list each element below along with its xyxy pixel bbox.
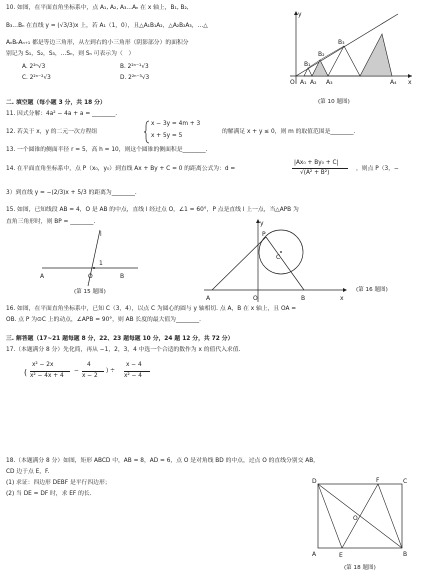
q18-text-a: 18.（本题满分 8 分）如图，矩形 ABCD 中，AB = 8，AD = 6，点 O 是对角线 BD 的中点，过点 O 的直线分别交 AB， — [6, 458, 319, 464]
svg-text:A₂: A₂ — [310, 79, 317, 86]
fig15-caption: (第 15 题图) — [74, 289, 106, 295]
fig15-label-o: O — [88, 273, 93, 280]
fig16-label-b: B — [301, 295, 306, 302]
q17-divide: ) ÷ — [106, 368, 115, 374]
q16-text-a: 16. 如图，在平面直角坐标系中，已知 C（3，4），以点 C 为圆心的圆与 y 轴相切. 点 A，B 在 x 轴上，且 OA = — [6, 306, 297, 312]
q17-minus: − — [74, 368, 79, 374]
fig16-label-a: A — [206, 295, 211, 302]
q10-option-c: C. 2²ⁿ⁻²√3 — [22, 75, 51, 81]
fig16-label-x: x — [340, 295, 344, 302]
q12-brace — [144, 120, 150, 144]
q14-text-a: 14. 在平面直角坐标系中，点 P（x₀，y₀）到直线 Ax + By + C = 0 的距离公式为：d = — [6, 166, 236, 172]
q12-eq2: x + 5y = 5 — [151, 133, 183, 139]
q17-f2-num: 4 — [87, 362, 91, 368]
q17-f3-num: x − 4 — [126, 362, 142, 368]
q17-f2-den: x − 2 — [82, 373, 98, 379]
q17-f1-den: x² − 4x + 4 — [30, 373, 64, 379]
fig10-caption: (第 10 题图) — [318, 99, 350, 105]
fig16-caption: (第 16 题图) — [356, 287, 388, 293]
q17-f3-bar — [124, 371, 150, 372]
q10-line3: AₙBₙAₙ₊₁ 都是等边三角形，从左到右的小三角形（阴影部分）的面积分 — [6, 40, 189, 46]
fig16-diagram — [200, 218, 352, 306]
fig18-label-d: D — [312, 478, 317, 485]
fig15-diagram — [36, 226, 146, 288]
svg-text:B₃: B₃ — [338, 39, 345, 46]
fig18-label-a: A — [312, 551, 317, 558]
fig18-label-c: C — [403, 478, 408, 485]
q17-f3-den: x² − 4 — [124, 373, 142, 379]
q18-text-b: CD 边于点 E，F. — [6, 469, 50, 475]
q18-part1: (1) 求证：四边形 DEBF 是平行四边形； — [6, 480, 111, 486]
fig16-label-c: C — [276, 254, 281, 261]
q10-line1: 10. 如图，在平面直角坐标系中，点 A₁, A₂, A₃…Aₙ 在 x 轴上，B₁, B₂, — [6, 5, 189, 11]
q14-denominator: √(A² + B²) — [300, 170, 330, 176]
fig18-label-e: E — [339, 552, 343, 559]
q17-text: 17.（本题满分 8 分）先化简，再从 −1，2，3，4 中选一个合适的数作为 x 的值代入求值. — [6, 347, 241, 353]
q10-option-b: B. 2²ⁿ⁻¹√3 — [120, 64, 149, 70]
svg-text:x: x — [408, 79, 412, 86]
fig18-label-b: B — [403, 551, 408, 558]
section2-heading: 二. 填空题（每小题 3 分，共 18 分） — [6, 100, 106, 106]
q15-text-b: 直角三角形时，则 BP = ________. — [6, 219, 96, 225]
q17-f1-num: x² − 2x — [32, 362, 54, 368]
q17-f2-bar — [82, 371, 104, 372]
svg-text:O: O — [290, 79, 295, 86]
svg-text:B₁: B₁ — [304, 61, 311, 68]
svg-text:A₄: A₄ — [390, 79, 397, 86]
q12-text-b: 的解满足 x + y ≤ 0，则 m 的取值范围是________. — [222, 129, 356, 135]
fig18-caption: (第 18 题图) — [344, 565, 376, 571]
fig10-diagram — [282, 8, 416, 88]
q12-eq1: x − 3y = 4m + 3 — [151, 121, 201, 127]
svg-text:B₂: B₂ — [318, 51, 325, 58]
q10-line4: 别记为 S₁，S₂，S₃，…Sₙ，则 Sₙ 可表示为（ ） — [6, 51, 135, 57]
q17-f1-bar — [30, 371, 70, 372]
fig15-label-b: B — [120, 273, 125, 280]
fig16-label-p: P — [262, 231, 266, 238]
fig16-label-y: y — [260, 220, 264, 227]
svg-text:y: y — [298, 11, 302, 18]
fig15-label-angle: 1 — [99, 260, 103, 267]
q14-fraction-bar — [292, 168, 348, 169]
q10-option-d: D. 2²ⁿ⁻³√3 — [120, 75, 150, 81]
q10-line2: B₃…Bₙ 在直线 y = (√3/3)x 上，若 A₁（1，0），且△A₁B₁A₂，△A₂B₂A₃，…△ — [6, 23, 208, 29]
q14-text-c: 3）到直线 y = −(2/3)x + 5/3 的距离为________. — [6, 190, 137, 196]
fig16-label-o: O — [253, 295, 258, 302]
q11-text: 11. 因式分解：4a² − 4a + a = ________. — [6, 111, 118, 117]
q14-text-b: ，则点 P（3，− — [356, 166, 399, 172]
section3-heading: 三. 解答题（17~21 题每题 8 分，22、23 题每题 10 分，24 题 12 分，共 72 分） — [6, 336, 234, 342]
q14-numerator: |Ax₀ + By₀ + C| — [294, 160, 339, 166]
fig15-label-a: A — [40, 273, 45, 280]
q15-text-a: 15. 如图，已知线段 AB = 4，O 是 AB 的中点，直线 l 经过点 O，∠1 = 60°，P 点是直线 l 上一点，当△APB 为 — [6, 207, 299, 213]
q13-text: 13. 一个圆锥的侧面半径 r = 5，高 h = 10，则这个圆锥的侧面积是________. — [6, 147, 208, 153]
q10-option-a: A. 2²ⁿ√3 — [22, 64, 46, 70]
fig18-label-f: F — [376, 477, 380, 484]
fig18-label-o: O — [353, 515, 358, 522]
svg-text:A₁: A₁ — [300, 79, 307, 86]
q18-part2: (2) 当 DE = DF 时，求 EF 的长. — [6, 491, 92, 497]
fig15-label-l: l — [100, 231, 102, 238]
q12-text-a: 12. 若关于 x，y 的二元一次方程组 — [6, 129, 98, 135]
q16-text-b: OB. 点 P 为⊙C 上的动点，∠APB = 90°，则 AB 长度的最大值为________. — [6, 317, 202, 323]
fig18-diagram — [306, 474, 410, 560]
svg-text:A₃: A₃ — [326, 79, 333, 86]
q17-open-paren: ( — [24, 368, 28, 377]
